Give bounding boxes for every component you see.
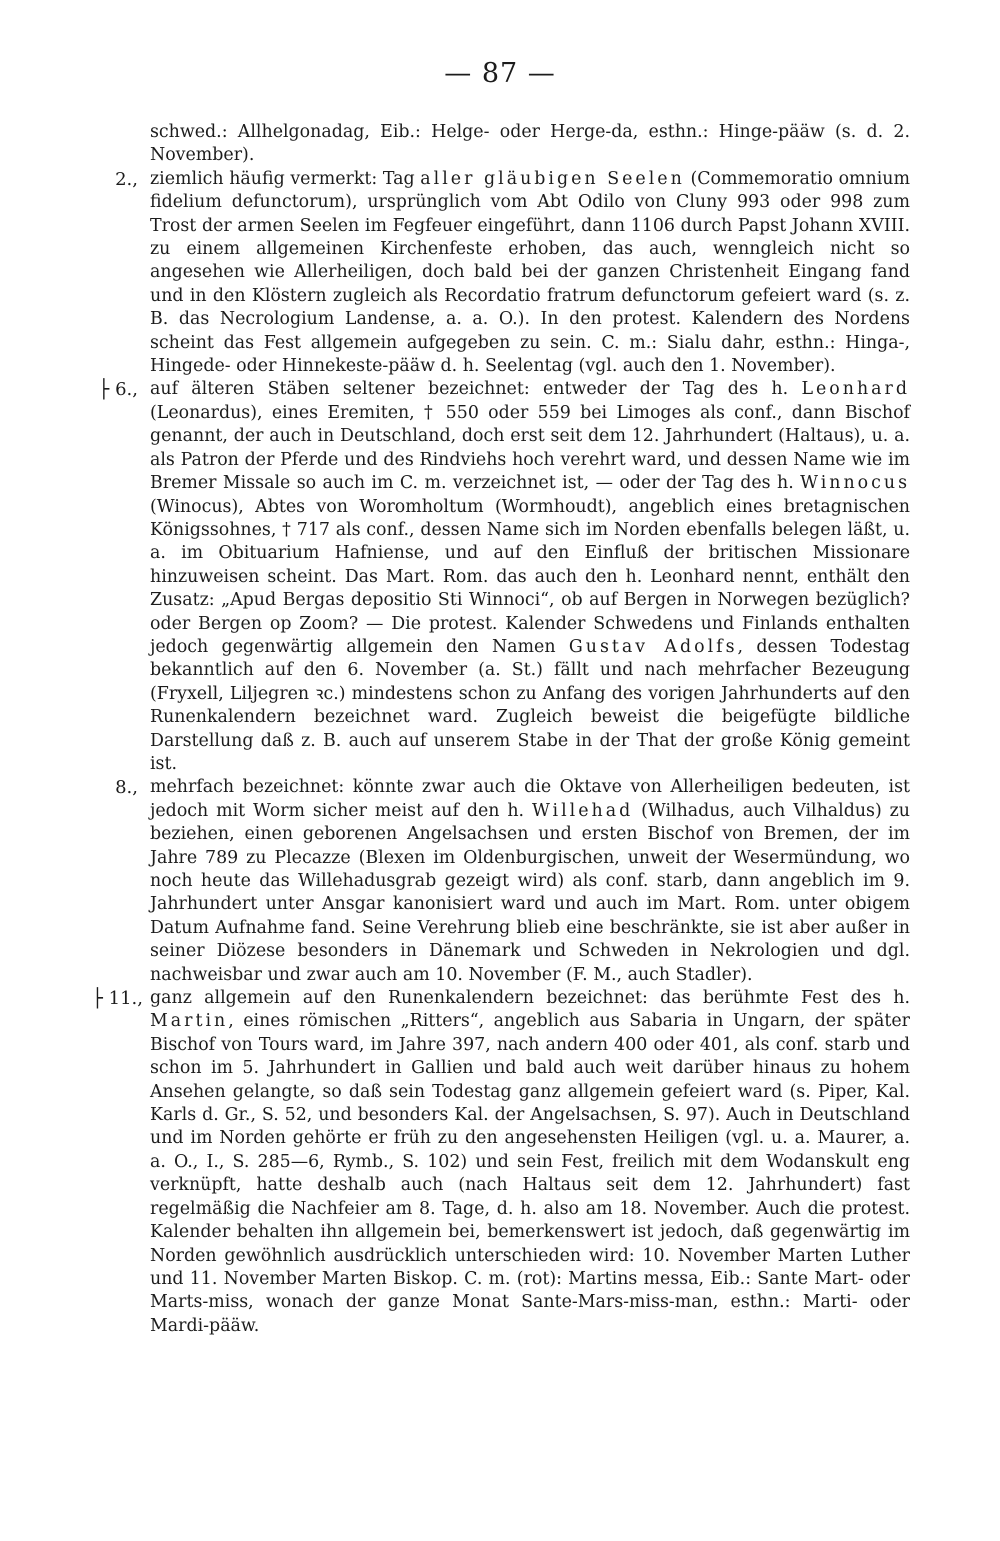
entry-nov-8 (0, 776, 1000, 987)
entry-text (150, 776, 910, 987)
entry-text-segment: ganz allgemein auf den Runenkalendern bezeichnet: das berühmte Fest des h. (150, 988, 910, 1009)
entry-date-label: ├ 6., (98, 379, 138, 401)
entry-nov-11 (0, 987, 1000, 1338)
spaced-term: aller gläubigen Seelen (420, 168, 685, 189)
entry-date-label: 2., (115, 168, 138, 190)
entry-text-segment: , eines römischen „Ritters“, angeblich aus Sabaria in Ungarn, der später Bischof von Tours ward, im Jahre 397, nach andern 400 oder 401, als conf. starb und schon im 5. Jahrhundert in Gallien und bald auch weit darüber hinaus zu hohem Ansehen gelangte, so daß sein Todestag ganz allgemein gefeiert ward (s. Piper, Kal. Karls d. Gr., S. 52, und besonders Kal. der Angelsachsen, S. 97). Auch in Deutschland und im Norden gehörte er früh zu den angesehensten Heiligen (vgl. u. a. Maurer, a. a. O., I., S. 285—6, Rymb., S. 102) und sein Fest, freilich mit dem Wodanskult eng verknüpft, hatte deshalb auch (nach Haltaus seit dem 12. Jahrhundert) fast regelmäßig die Nachfeier am 8. Tage, d. h. also am 18. November. Auch die protest. Kalender behalten ihn allgemein bei, bemerkenswert ist jedoch, daß gegenwärtig im Norden gewöhnlich ausdrücklich unterschieden wird: 10. November Marten Luther und 11. November Marten Biskop. C. m. (rot): Martins messa, Eib.: Sante Mart- oder Marts-miss, wonach der ganze Monat Sante-Mars-miss-man, esthn.: Marti- oder Mardi-pääw. (150, 1011, 910, 1336)
spaced-term: Gustav Adolfs (568, 636, 738, 657)
entry-text-segment: ziemlich häufig vermerkt: Tag (150, 168, 415, 189)
entry-text-segment: (Leonardus), eines Eremiten, † 550 oder 559 bei Limoges als conf., dann Bischof genannt, der auch in Deutschland, doch erst seit dem 12. Jahrhundert (Haltaus), u. a. als Patron der Pferde und des Rindviehs hoch verehrt ward, und dessen Name wie im Bremer Missale so auch im C. m. verzeichnet ist, — oder der Tag des h. (150, 402, 910, 494)
entry-text: schwed.: Allhelgonadag, Eib.: Helge- oder Herge-da, esthn.: Hinge-pääw (s. d. 2. November). (150, 122, 910, 166)
spaced-term: Martin (150, 1011, 229, 1032)
entry-text (150, 987, 910, 1338)
entry-text (150, 168, 910, 379)
entry-text (150, 378, 910, 776)
entry-nov-6 (0, 378, 1000, 776)
entry-text-segment: (Winocus), Abtes von Woromholtum (Wormhoudt), angeblich eines bretagnischen Königssohnes, † 717 als conf., dessen Name sich im Norden ebenfalls belegen läßt, u. a. im Obituarium Hafniense, und auf den Einfluß der britischen Missionare hinzuweisen scheint. Das Mart. Rom. das auch den h. Leonhard nennt, enthält den Zusatz: „Apud Bergas depositio Sti Winnoci“, ob auf Bergen in Norwegen bezüglich? oder Bergen op Zoom? — Die protest. Kalender Schwedens und Finlands enthalten jedoch gegenwärtig allgemein den Namen (150, 496, 910, 657)
entry-text-segment: auf älteren Stäben seltener bezeichnet: entweder der Tag des h. (150, 379, 789, 400)
spaced-term: Leonhard (801, 379, 910, 400)
entry-text-segment: mehrfach bezeichnet: könnte zwar auch die Oktave von Allerheiligen bedeuten, ist jedoch mit Worm sicher meist auf den h. (150, 777, 910, 821)
entry-nov-2 (0, 168, 1000, 379)
page-body (0, 121, 1000, 1338)
entry-date-label: ├ 11., (92, 988, 143, 1010)
entry-text-segment: , dessen Todestag bekanntlich auf den 6. November (a. St.) fällt und nach mehrfacher Bezeugung (Fryxell, Liljegren ꝛc.) mindestens schon zu Anfang des vorigen Jahrhunderts auf den Runenkalendern bezeichnet ward. Zugleich beweist die beigefügte bildliche Darstellung daß z. B. auch auf unserem Stabe in der That der große König gemeint ist. (150, 636, 911, 774)
page-number: — 87 — (444, 58, 556, 89)
spaced-term: Willehad (531, 800, 634, 821)
entry-date-label: 8., (115, 777, 138, 799)
entry-continuation (0, 121, 1000, 168)
entry-text-segment: (Wilhadus, auch Vilhaldus) zu beziehen, einen geborenen Angelsachsen und ersten Bischof von Bremen, der im Jahre 789 zu Plecazze (Blexen im Oldenburgischen, unweit der Wesermündung, wo noch heute das Willehadusgrab gezeigt wird) als conf. starb, dann angeblich im 9. Jahrhundert unter Ansgar kanonisiert ward und auch im Mart. Rom. unter obigem Datum Aufnahme fand. Seine Verehrung blieb eine beschränkte, sie ist aber außer in seiner Diözese besonders in Dänemark und Schweden in Nekrologien und dgl. nachweisbar und zwar auch am 10. November (F. M., auch Stadler). (150, 800, 911, 985)
spaced-term: Winnocus (800, 473, 911, 494)
entry-text-segment: (Commemoratio omnium fidelium defunctorum), ursprünglich vom Abt Odilo von Cluny 993 oder 998 zum Trost der armen Seelen im Fegfeuer eingeführt, dann 1106 durch Papst Johann XVIII. zu einem allgemeinen Kirchenfeste erhoben, das auch, wenngleich nicht so angesehen wie Allerheiligen, doch bald bei der ganzen Christenheit Eingang fand und in den Klöstern zugleich als Recordatio fratrum defunctorum gefeiert ward (s. z. B. das Necrologium Landense, a. a. O.). In den protest. Kalendern des Nordens scheint das Fest allgemein aufgegeben zu sein. C. m.: Sialu dahr, esthn.: Hinga-, Hingede- oder Hinnekeste-pääw d. h. Seelentag (vgl. auch den 1. November). (150, 168, 910, 377)
